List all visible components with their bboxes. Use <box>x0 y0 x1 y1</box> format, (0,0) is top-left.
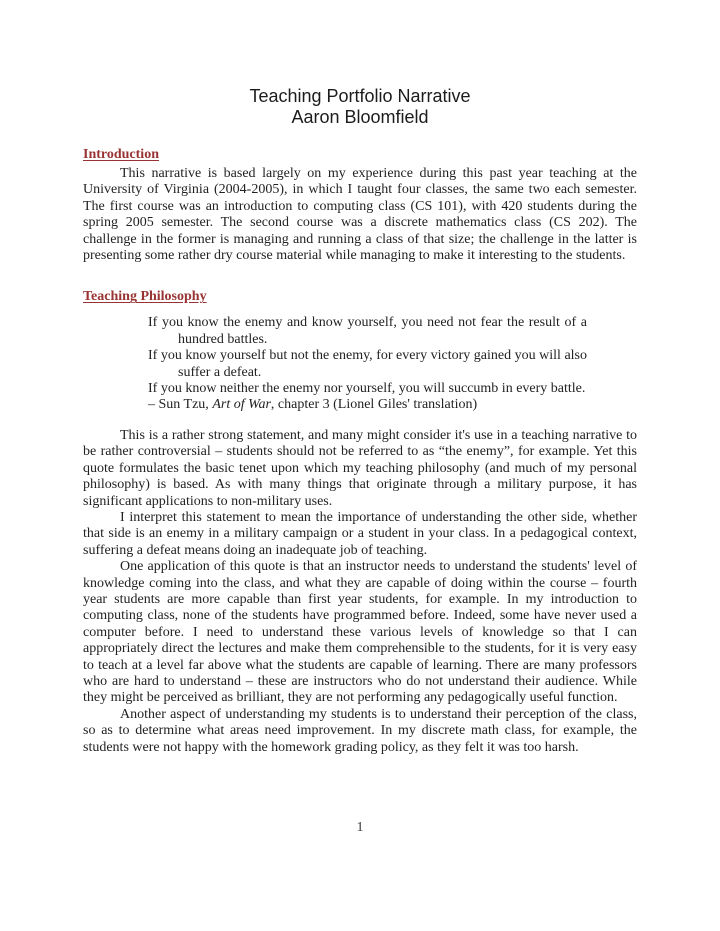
teaching-philosophy-heading <box>83 288 637 305</box>
philosophy-paragraph: Another aspect of understanding my students is to understand their perception of the class, so as to determine what areas need improvement. In my discrete math class, for example, the students were not happy with the homework grading policy, as they felt it was too harsh. <box>83 706 637 755</box>
quote-attribution <box>148 397 587 413</box>
page-number: 1 <box>356 820 364 835</box>
teaching-philosophy-heading-text: Teaching Philosophy <box>83 289 207 305</box>
document-author: Aaron Bloomfield <box>291 107 429 127</box>
quote-line: If you know yourself but not the enemy, for every victory gained you will also suffer a defeat. <box>148 348 587 380</box>
philosophy-paragraph: One application of this quote is that an instructor needs to understand the students' level of knowledge coming into the class, and what they are capable of doing within the course – fourth year students are more capable than first year students, for example. In my introduction to computing class, none of the students have programmed before. Indeed, some have never used a computer before. I need to understand these various levels of knowledge so that I can appropriately direct the lectures and make them comprehensible to the students, for it is very easy to teach at a level far above what the students are capable of learning. There are many professors who are hard to understand – these are instructors who do not understand their audience. While they might be perceived as brilliant, they are not performing any pedagogically useful function. <box>83 559 637 706</box>
introduction-paragraph: This narrative is based largely on my experience during this past year teaching at the University of Virginia (2004-2005), in which I taught four classes, the same two each semester. The first course was an introduction to computing class (CS 101), with 420 students during the spring 2005 semester. The second course was a discrete mathematics class (CS 202). The challenge in the former is managing and running a class of that size; the challenge in the latter is presenting some rather dry course material while managing to make it interesting to the students. <box>83 166 637 264</box>
attribution-suffix: , chapter 3 (Lionel Giles' translation) <box>270 397 478 413</box>
quote-line: If you know the enemy and know yourself, you need not fear the result of a hundred battles. <box>148 315 587 347</box>
introduction-heading-text: Introduction <box>83 147 159 162</box>
document-title-block <box>83 86 637 128</box>
attribution-prefix: – Sun Tzu, <box>148 397 213 413</box>
section-introduction <box>83 146 637 264</box>
philosophy-paragraph: This is a rather strong statement, and many might consider it's use in a teaching narrative to be rather controversial – students should not be referred to as “the enemy”, for example. Yet this quote formulates the basic tenet upon which my teaching philosophy (and much of my personal philosophy) is based. As with many things that originate through a military purpose, it has significant applications to non-military uses. <box>83 427 637 509</box>
philosophy-paragraph: I interpret this statement to mean the importance of understanding the other side, whether that side is an enemy in a military campaign or a student in your class. In a pedagogical context, suffering a defeat means doing an inadequate job of teaching. <box>83 509 637 558</box>
sun-tzu-quote-block <box>148 315 587 413</box>
document-title: Teaching Portfolio Narrative <box>249 86 471 106</box>
attribution-work-title: Art of War <box>212 397 271 413</box>
quote-line: If you know neither the enemy nor yourself, you will succumb in every battle. <box>148 381 586 397</box>
section-teaching-philosophy <box>83 288 637 756</box>
introduction-heading <box>83 146 637 163</box>
